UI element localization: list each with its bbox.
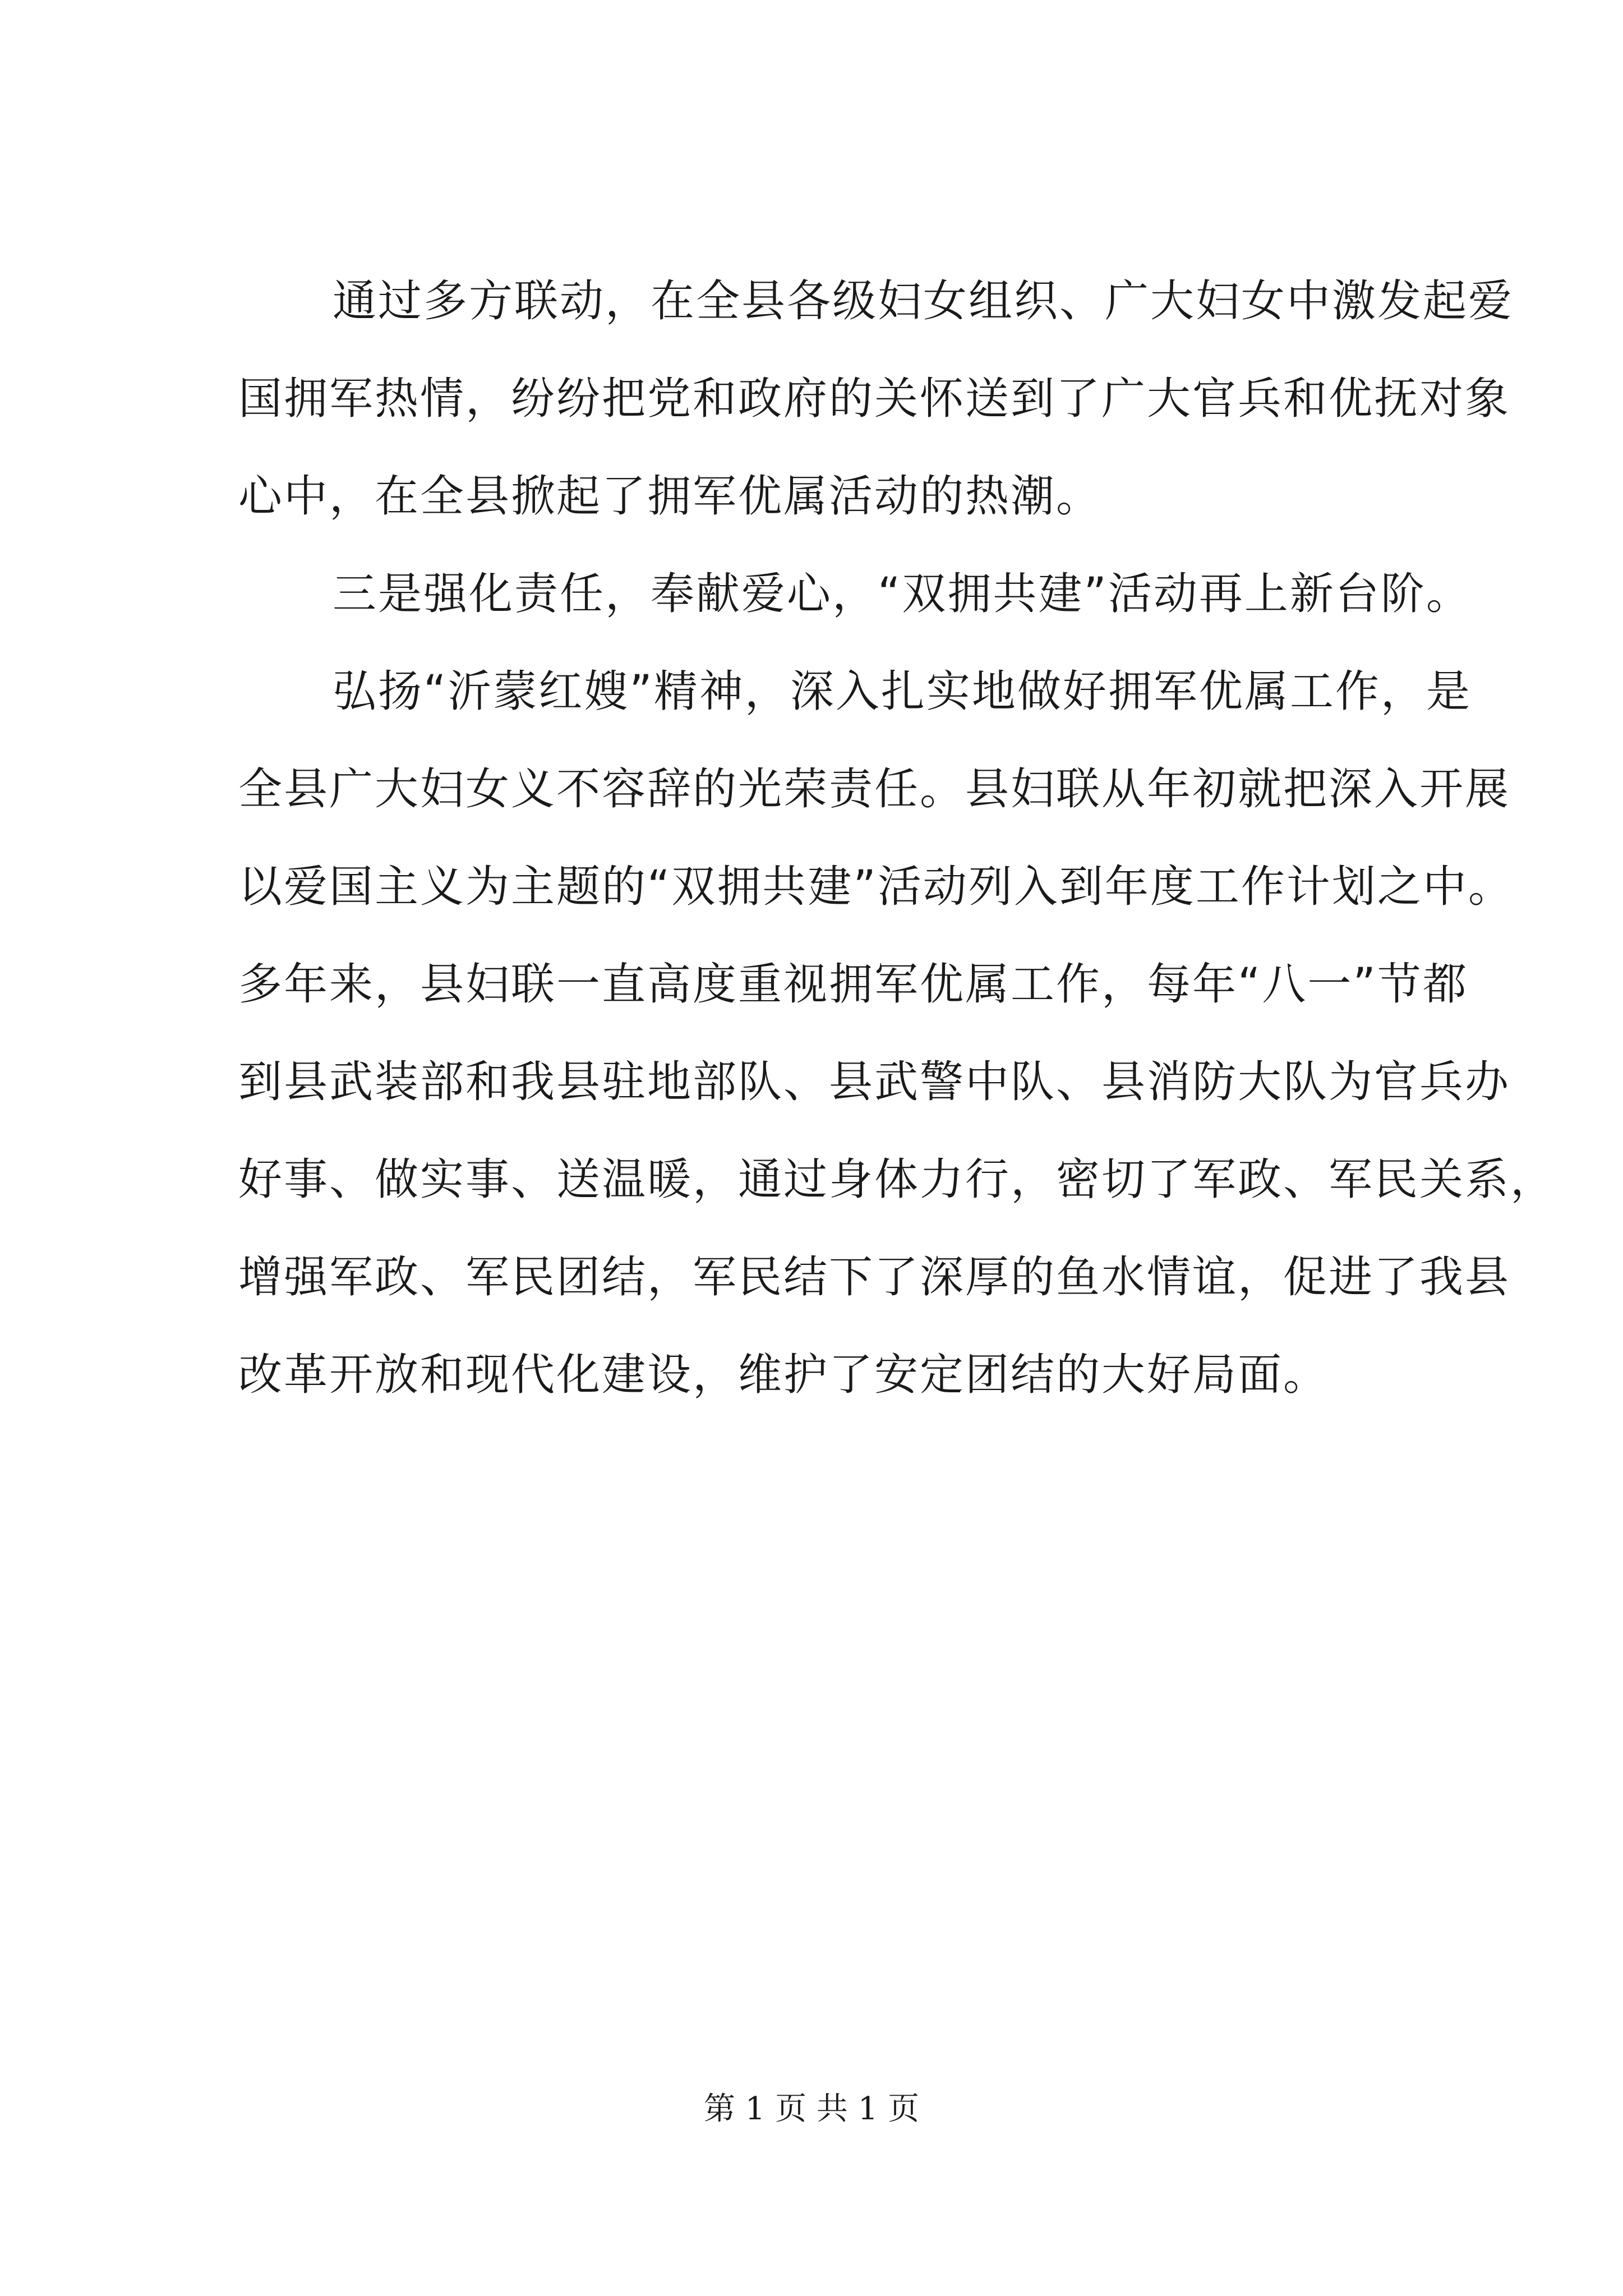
paragraph-1-line-2: 国拥军热情，纷纷把党和政府的关怀送到了广大官兵和优抚对象 [238, 374, 1511, 424]
paragraph-3-line-8: 改革开放和现代化建设，维护了安定团结的大好局面。 [238, 1350, 1329, 1400]
page-footer: 第 1 页 共 1 页 [703, 2091, 920, 2127]
paragraph-3-line-3: 以爱国主义为主题的“双拥共建”活动列入到年度工作计划之中。 [238, 862, 1514, 912]
paragraph-3-line-6: 好事、做实事、送温暖，通过身体力行，密切了军政、军民关系， [238, 1154, 1556, 1205]
document-body [238, 252, 1556, 1424]
paragraph-1-line-1: 通过多方联动，在全县各级妇女组织、广大妇女中激发起爱 [333, 276, 1514, 326]
paragraph-3-line-5: 到县武装部和我县驻地部队、县武警中队、县消防大队为官兵办 [238, 1057, 1511, 1107]
paragraph-3-line-7: 增强军政、军民团结，军民结下了深厚的鱼水情谊，促进了我县 [238, 1252, 1511, 1303]
paragraph-3-line-1: 弘扬“沂蒙红嫂”精神，深入扎实地做好拥军优属工作，是 [333, 666, 1472, 717]
paragraph-2-heading: 三是强化责任，奉献爱心，“双拥共建”活动再上新台阶。 [333, 569, 1472, 619]
paragraph-3-line-2: 全县广大妇女义不容辞的光荣责任。县妇联从年初就把深入开展 [238, 764, 1511, 815]
paragraph-1-line-3: 心中，在全县掀起了拥军优属活动的热潮。 [238, 471, 1102, 522]
paragraph-3-line-4: 多年来，县妇联一直高度重视拥军优属工作，每年“八一”节都 [238, 959, 1468, 1010]
